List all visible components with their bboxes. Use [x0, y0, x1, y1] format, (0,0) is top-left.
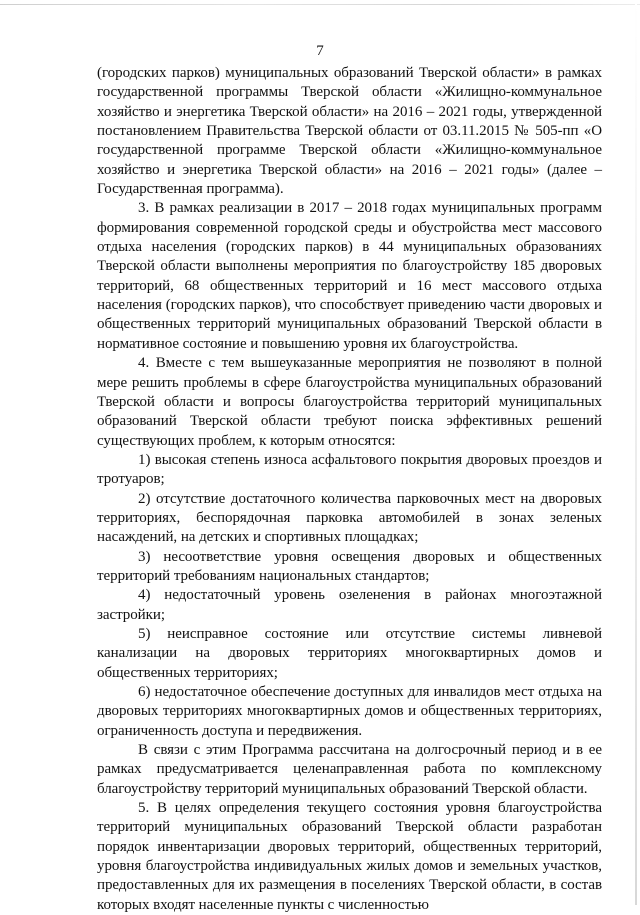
list-item-3: 3) несоответствие уровня освещения дворовых и общественных территорий требованиям национальных стандартов;	[97, 548, 602, 584]
list-item-1: 1) высокая степень износа асфальтового покрытия дворовых проездов и тротуаров;	[97, 451, 602, 488]
document-body	[97, 64, 602, 915]
scan-edge-right	[635, 0, 637, 905]
paragraph-item-4: 4. Вместе с тем вышеуказанные мероприятия не позволяют в полной мере решить проблемы в сфере благоустройства муниципальных образований Тверской области и вопросы благоустройства территорий муниципальных образований Тверской области требуют поиска эффективных решений существующих проблем, к которым относятся:	[97, 355, 602, 449]
paragraph-program-scope: В связи с этим Программа рассчитана на долгосрочный период и в ее рамках предусматривается целенаправленная работа по комплексному благоустройству территорий муниципальных образований Тверской области.	[97, 742, 602, 797]
list-item-4: 4) недостаточный уровень озеленения в районах многоэтажной застройки;	[97, 587, 602, 623]
paragraph-item-5: 5. В целях определения текущего состояния уровня благоустройства территорий муниципальных образований Тверской области разработан порядок инвентаризации дворовых территорий, общественных территорий, уровня благоустройства индивидуальных жилых домов и земельных участков, предоставленных для их размещения в поселениях Тверской области, в состав которых входят населенные пункты с численностью	[97, 800, 602, 913]
paragraph-item-3: 3. В рамках реализации в 2017 – 2018 годах муниципальных программ формирования современной городской среды и обустройства мест массового отдыха населения (городских парков) в 44 муниципальных образованиях Тверской области выполнены мероприятия по благоустройству 185 дворовых территорий, 68 общественных территорий и 16 мест массового отдыха населения (городских парков), что способствует приведению части дворовых и общественных территорий муниципальных образований Тверской области в нормативное состояние и повышению уровня их благоустройства.	[97, 200, 602, 352]
list-item-5: 5) неисправное состояние или отсутствие системы ливневой канализации на дворовых территориях многоквартирных домов и общественных территориях;	[97, 625, 602, 681]
list-item-6: 6) недостаточное обеспечение доступных для инвалидов мест отдыха на дворовых территориях многоквартирных домов и общественных территориях, ограниченность доступа и передвижения.	[97, 684, 602, 739]
list-item-2: 2) отсутствие достаточного количества парковочных мест на дворовых территориях, беспорядочная парковка автомобилей в зонах зеленых насаждений, на детских и спортивных площадках;	[97, 490, 602, 546]
paragraph-continuation: (городских парков) муниципальных образований Тверской области» в рамках государственной программы Тверской области «Жилищно-коммунальное хозяйство и энергетика Тверской области» на 2016 – 2021 годы, утвержденной постановлением Правительства Тверской области от 03.11.2015 № 505-пп «О государственной программе Тверской области «Жилищно-коммунальное хозяйство и энергетика Тверской области» на 2016 – 2021 годы» (далее – Государственная программа).	[97, 65, 602, 198]
page-number: 7	[316, 43, 324, 59]
scan-edge-top	[0, 4, 640, 5]
